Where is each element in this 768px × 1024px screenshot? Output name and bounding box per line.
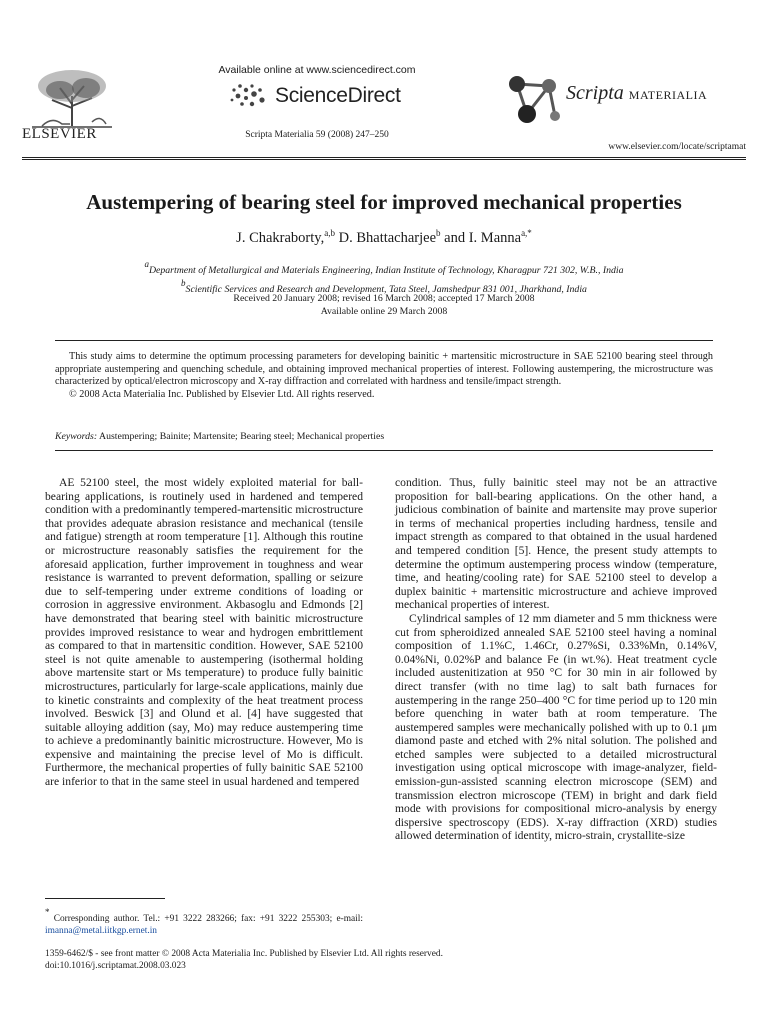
affiliation-line xyxy=(22,258,746,277)
front-matter-line: 1359-6462/$ - see front matter © 2008 Acta Materialia Inc. Published by Elsevier Ltd. All rights reserved. xyxy=(45,949,443,959)
affiliations xyxy=(22,258,746,296)
abstract-text: This study aims to determine the optimum processing parameters for developing bainitic + martensitic microstructure in SAE 52100 bearing steel through appropriate austempering and quenching schedule, and obtaining improved mechanical properties of interest. Following austempering, the microstructure was characterized by optical/electron microscopy and X-ray diffraction and correlated with hardness and tensile/impact strength. xyxy=(55,351,713,387)
doi-line[interactable]: doi:10.1016/j.scriptamat.2008.03.023 xyxy=(45,961,186,971)
body-paragraph: Cylindrical samples of 12 mm diameter and 5 mm thickness were cut from spheroidized annealed SAE 52100 steel having a nominal composition of 1.1%C, 1.46Cr, 0.27%Si, 0.33%Mn, 0.14%V, 0.04%Ni, 0.02%P and balance Fe (in wt.%). Heat treatment cycle included austenitization at 950 °C for 30 min in air followed by direct transfer (with no time lag) to salt bath furnaces for austempering in the range 250–400 °C for time period up to 120 min before quenching in water bath at room temperature. The austempered samples were mechanically polished with up to 0.1 μm diamond paste and etched with 2% nital solution. The polished and etched samples were subjected to a detailed microstructural investigation using optical microscope with image-analyzer, field-emission-gun-assisted scanning electron microscope (SEM) and transmission electron microscope (TEM) in bright and dark field mode with provisions for compositional micro-analysis by energy dispersive spectroscopy (EDS). X-ray diffraction (XRD) studies allowed determination of identity, micro-strain, crystallite-size xyxy=(395,611,717,843)
author-name: and I. Manna xyxy=(444,230,522,246)
affiliation-superscript: b xyxy=(181,278,186,288)
author-superscript: a,b xyxy=(324,228,335,238)
abstract xyxy=(55,351,713,401)
journal-brand xyxy=(566,82,707,105)
footnote-rule xyxy=(45,898,165,899)
elsevier-tree-logo xyxy=(22,66,122,130)
body-column-right xyxy=(395,476,717,843)
journal-citation: Scripta Materialia 59 (2008) 247–250 xyxy=(245,130,389,140)
keywords-list: Austempering; Bainite; Martensite; Bearing steel; Mechanical properties xyxy=(99,431,385,442)
body-paragraph: AE 52100 steel, the most widely exploited material for ball-bearing applications, is routinely used in hardened and tempered condition with a predominantly tempered-martensitic microstructure that provides adequate abrasion resistance and mechanical (tensile and fatigue) strength at room temperature [1]. Although this routine or microstructure reasonably satisfies the requirement for the aforesaid application, further improvement in toughness and wear resistance is warranted to prevent deformation, spalling or seizure due to self-tempering under extreme conditions of loading or corrosion in aggressive environment. Akbasoglu and Edmonds [2] have demonstrated that bearing steel with bainitic microstructure provides improved resistance to wear and hydrogen embrittlement as compared to that in martensitic condition. However, SAE 52100 steel is not quite amenable to austempering (isothermal holding above martensite start or Ms temperature) to produce fully bainitic microstructures, particularly for large-scale applications, mainly due to kinetic constraints and complexity of the heat treatment process involved. Beswick [3] and Olund et al. [4] have suggested that suitable alloying addition (say, Mo) may reduce austempering time to achieve a predominantly bainitic microstructure. However, Mo is expensive and maintaining the precise level of Mo is difficult. Furthermore, the mechanical properties of fully bainitic SAE 52100 are inferior to that in the same steel in usual hardened and tempered xyxy=(45,476,363,789)
received-dates: Received 20 January 2008; revised 16 March 2008; accepted 17 March 2008 xyxy=(233,293,535,304)
author-name: J. Chakraborty, xyxy=(236,230,325,246)
author-list xyxy=(22,228,746,247)
abstract-top-rule xyxy=(55,340,713,341)
page-footer xyxy=(45,948,725,972)
author-superscript: b xyxy=(436,228,441,238)
sciencedirect-dots-icon xyxy=(228,80,272,110)
author-superscript: a,* xyxy=(521,228,532,238)
corresponding-email-link[interactable]: imanna@metal.iitkgp.ernet.in xyxy=(45,926,157,936)
journal-brand-scripta: Scripta xyxy=(566,82,624,104)
body-column-left xyxy=(45,476,363,789)
footnote xyxy=(45,906,363,937)
article-title: Austempering of bearing steel for improved mechanical properties xyxy=(86,190,682,214)
keywords-label: Keywords: xyxy=(55,431,98,442)
keywords xyxy=(55,431,713,442)
affiliation-superscript: a xyxy=(144,259,149,269)
publisher-name: ELSEVIER xyxy=(22,126,97,142)
affiliation-text: Department of Metallurgical and Materials Engineering, Indian Institute of Technology, Kharagpur 721 302, W.B., India xyxy=(148,265,624,276)
available-online-date: Available online 29 March 2008 xyxy=(320,306,448,317)
journal-url-link[interactable]: www.elsevier.com/locate/scriptamat xyxy=(608,142,746,152)
article-dates xyxy=(22,292,746,318)
copyright-notice: © 2008 Acta Materialia Inc. Published by Elsevier Ltd. All rights reserved. xyxy=(69,388,375,400)
footnote-mark: * xyxy=(45,907,50,917)
affiliation-text: Scientific Services and Research and Development, Tata Steel, Jamshedpur 831 001, Jharkhand, India xyxy=(185,284,587,295)
header-rule xyxy=(22,157,746,158)
journal-brand-materialia: MATERIALIA xyxy=(628,88,708,102)
available-online-text: Available online at www.sciencedirect.com xyxy=(218,64,416,76)
author-name: D. Bhattacharjee xyxy=(338,230,437,246)
abstract-bottom-rule xyxy=(55,450,713,451)
scripta-molecule-logo xyxy=(505,70,565,130)
footnote-text: Corresponding author. Tel.: +91 3222 283266; fax: +91 3222 255303; e-mail: xyxy=(53,914,364,924)
body-paragraph: condition. Thus, fully bainitic steel may not be an attractive proposition for ball-bearing applications. On the other hand, a judicious combination of bainite and martensite may prove superior in terms of mechanical properties including hardness, tensile and impact strength as compared to that obtained in the usual hardened and tempered condition [5]. Hence, the present study attempts to determine the optimum austempering process window (temperature, time, and heating/cooling rate) for SAE 52100 steel to develop a duplex bainitic + martensitic microstructure and achieve improved mechanical properties of interest. xyxy=(395,476,717,612)
header-rule-2 xyxy=(22,159,746,160)
sciencedirect-logo-text: ScienceDirect xyxy=(275,84,401,107)
